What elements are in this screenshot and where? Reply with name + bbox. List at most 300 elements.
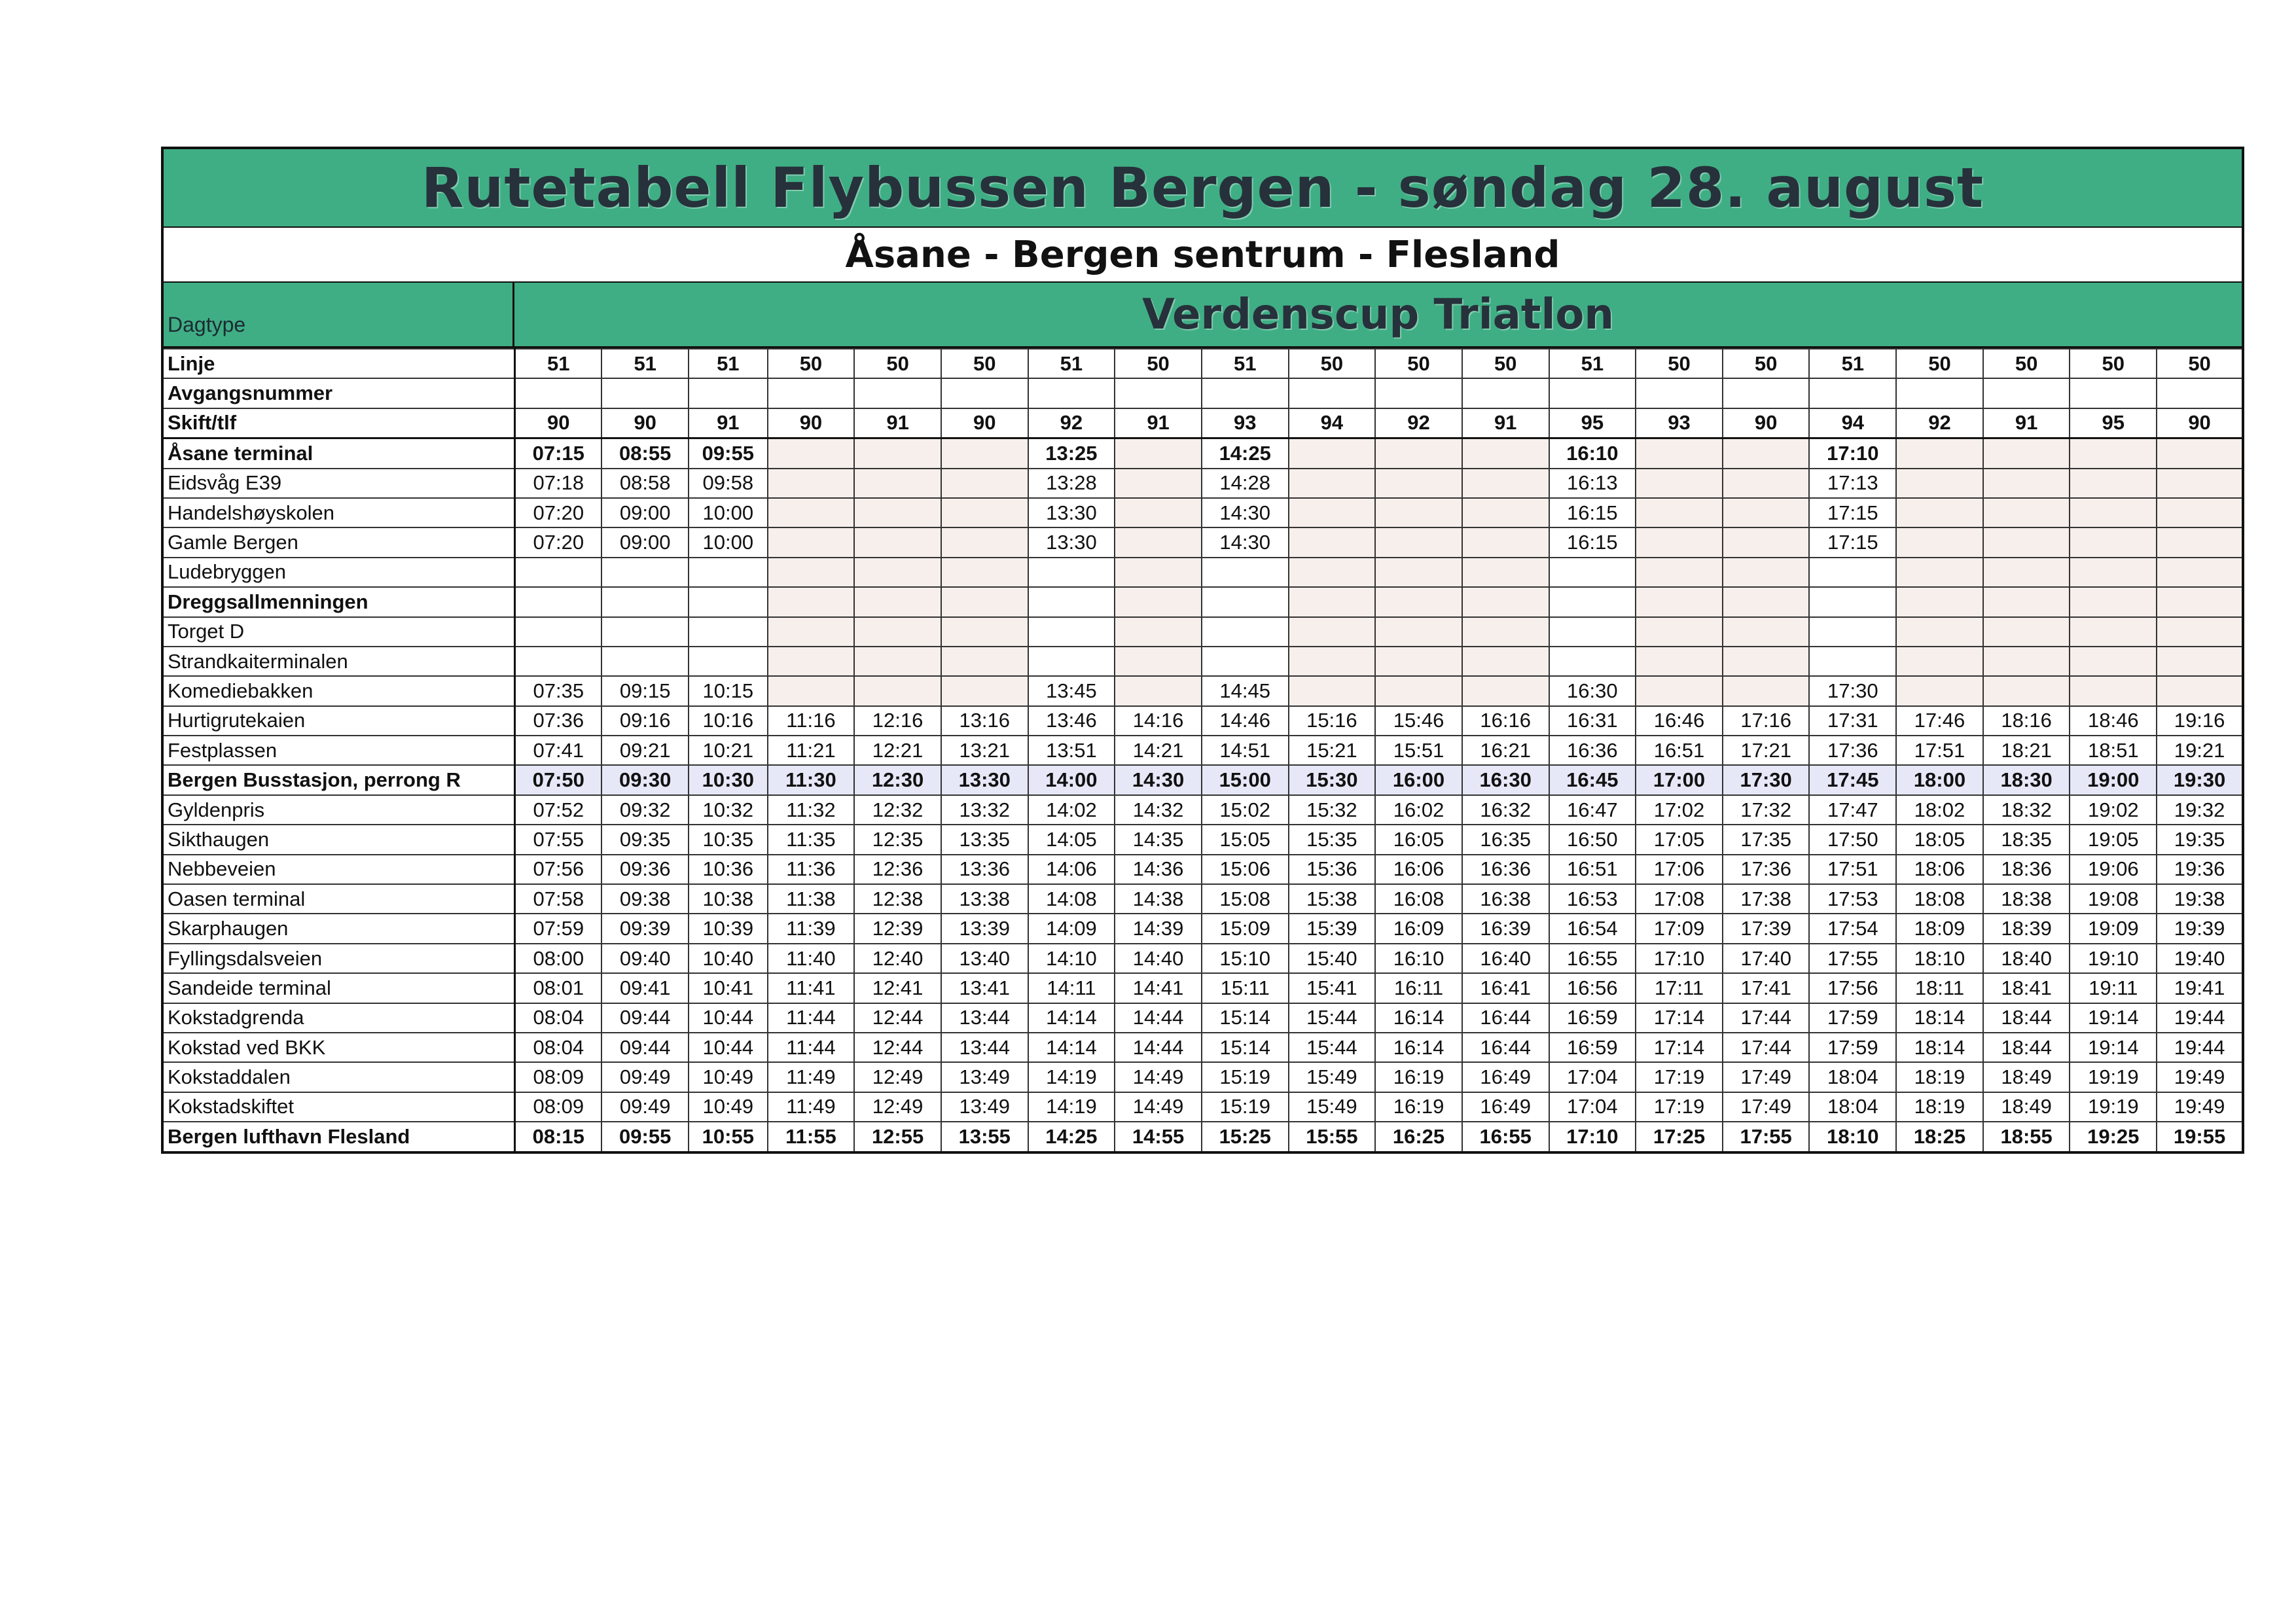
departure-time: 17:02 — [1636, 795, 1723, 825]
departure-time: 16:02 — [1375, 795, 1462, 825]
departure-time — [1462, 498, 1549, 527]
departure-time — [1289, 647, 1376, 676]
departure-time: 10:32 — [689, 795, 768, 825]
departure-time: 18:19 — [1896, 1062, 1983, 1092]
departure-time — [1896, 498, 1983, 527]
departure-time: 19:30 — [2157, 765, 2243, 794]
departure-time: 09:55 — [601, 1122, 689, 1152]
departure-time — [689, 558, 768, 587]
header-value — [1636, 378, 1723, 408]
departure-time: 17:55 — [1723, 1122, 1810, 1152]
header-value: 51 — [689, 349, 768, 378]
departure-time — [941, 676, 1028, 705]
header-value: 90 — [2157, 408, 2243, 438]
departure-time: 12:35 — [854, 825, 941, 854]
departure-time — [1983, 558, 2070, 587]
departure-time: 13:25 — [1028, 438, 1115, 469]
header-value — [1028, 378, 1115, 408]
departure-time — [1896, 558, 1983, 587]
departure-time — [854, 676, 941, 705]
departure-time: 13:41 — [941, 973, 1028, 1003]
departure-time — [1723, 527, 1810, 557]
departure-time: 19:00 — [2070, 765, 2157, 794]
departure-time: 09:00 — [601, 527, 689, 557]
header-label: Linje — [162, 349, 515, 378]
departure-time — [2070, 527, 2157, 557]
departure-time — [1896, 587, 1983, 616]
departure-time: 07:35 — [515, 676, 602, 705]
daytype-banner — [161, 283, 2244, 348]
departure-time: 09:44 — [601, 1033, 689, 1062]
departure-time: 07:15 — [515, 438, 602, 469]
departure-time: 16:55 — [1549, 944, 1636, 973]
departure-time: 18:10 — [1809, 1122, 1896, 1152]
departure-time: 16:21 — [1462, 736, 1549, 765]
departure-time — [1723, 558, 1810, 587]
departure-time: 19:14 — [2070, 1033, 2157, 1062]
departure-time — [1375, 647, 1462, 676]
departure-time: 11:41 — [768, 973, 855, 1003]
header-value — [1375, 378, 1462, 408]
departure-time: 13:44 — [941, 1033, 1028, 1062]
departure-time: 16:30 — [1549, 676, 1636, 705]
departure-time — [1115, 617, 1202, 647]
departure-time: 18:44 — [1983, 1033, 2070, 1062]
departure-time: 17:04 — [1549, 1062, 1636, 1092]
departure-time: 16:54 — [1549, 914, 1636, 943]
header-value — [941, 378, 1028, 408]
route-title: Åsane - Bergen sentrum - Flesland — [845, 233, 1560, 276]
departure-time: 08:04 — [515, 1003, 602, 1033]
departure-time: 11:30 — [768, 765, 855, 794]
departure-time: 17:44 — [1723, 1033, 1810, 1062]
departure-time: 14:36 — [1115, 855, 1202, 884]
departure-time — [2157, 438, 2243, 469]
departure-time — [1202, 647, 1289, 676]
departure-time: 10:55 — [689, 1122, 768, 1152]
departure-time: 13:40 — [941, 944, 1028, 973]
header-value: 91 — [1462, 408, 1549, 438]
departure-time — [1636, 558, 1723, 587]
departure-time — [1636, 587, 1723, 616]
departure-time — [2070, 469, 2157, 498]
departure-time: 19:05 — [2070, 825, 2157, 854]
departure-time: 10:21 — [689, 736, 768, 765]
header-value: 51 — [515, 349, 602, 378]
departure-time — [1289, 558, 1376, 587]
departure-time: 07:55 — [515, 825, 602, 854]
departure-time: 18:51 — [2070, 736, 2157, 765]
stop-row — [162, 676, 2243, 705]
departure-time: 18:19 — [1896, 1092, 1983, 1122]
departure-time: 09:35 — [601, 825, 689, 854]
stop-name: Oasen terminal — [162, 884, 515, 914]
header-value — [2157, 378, 2243, 408]
departure-time — [941, 498, 1028, 527]
departure-time: 19:36 — [2157, 855, 2243, 884]
departure-time: 18:44 — [1983, 1003, 2070, 1033]
departure-time: 17:53 — [1809, 884, 1896, 914]
departure-time: 14:11 — [1028, 973, 1115, 1003]
header-value: 51 — [1809, 349, 1896, 378]
departure-time: 07:50 — [515, 765, 602, 794]
stop-name: Ludebryggen — [162, 558, 515, 587]
departure-time — [1028, 558, 1115, 587]
header-value: 50 — [854, 349, 941, 378]
departure-time: 19:06 — [2070, 855, 2157, 884]
departure-time: 10:40 — [689, 944, 768, 973]
departure-time — [1983, 617, 2070, 647]
departure-time — [1983, 647, 2070, 676]
departure-time: 12:49 — [854, 1092, 941, 1122]
departure-time: 15:55 — [1289, 1122, 1376, 1152]
departure-time: 10:38 — [689, 884, 768, 914]
departure-time: 14:21 — [1115, 736, 1202, 765]
departure-time: 16:16 — [1462, 706, 1549, 736]
departure-time: 10:15 — [689, 676, 768, 705]
stop-name: Hurtigrutekaien — [162, 706, 515, 736]
header-value: 50 — [2157, 349, 2243, 378]
departure-time: 11:44 — [768, 1003, 855, 1033]
departure-time: 16:00 — [1375, 765, 1462, 794]
departure-time: 13:49 — [941, 1092, 1028, 1122]
stop-row — [162, 1122, 2243, 1152]
departure-time: 13:28 — [1028, 469, 1115, 498]
departure-time: 17:09 — [1636, 914, 1723, 943]
stop-name: Kokstad ved BKK — [162, 1033, 515, 1062]
header-value: 51 — [1028, 349, 1115, 378]
stop-row — [162, 527, 2243, 557]
header-value: 91 — [689, 408, 768, 438]
departure-time: 19:44 — [2157, 1033, 2243, 1062]
departure-time: 18:04 — [1809, 1092, 1896, 1122]
departure-time: 16:08 — [1375, 884, 1462, 914]
departure-time: 17:39 — [1723, 914, 1810, 943]
departure-time: 15:14 — [1202, 1033, 1289, 1062]
departure-time: 07:58 — [515, 884, 602, 914]
departure-time — [1723, 469, 1810, 498]
header-value — [854, 378, 941, 408]
departure-time: 16:53 — [1549, 884, 1636, 914]
departure-time: 09:32 — [601, 795, 689, 825]
departure-time: 15:46 — [1375, 706, 1462, 736]
departure-time: 15:09 — [1202, 914, 1289, 943]
departure-time: 17:04 — [1549, 1092, 1636, 1122]
departure-time: 11:39 — [768, 914, 855, 943]
header-value — [2070, 378, 2157, 408]
departure-time: 07:36 — [515, 706, 602, 736]
departure-time: 09:44 — [601, 1003, 689, 1033]
departure-time: 18:06 — [1896, 855, 1983, 884]
header-row — [162, 378, 2243, 408]
departure-time: 16:13 — [1549, 469, 1636, 498]
departure-time: 10:00 — [689, 527, 768, 557]
departure-time: 17:41 — [1723, 973, 1810, 1003]
departure-time: 14:40 — [1115, 944, 1202, 973]
departure-time: 10:30 — [689, 765, 768, 794]
stop-name: Gamle Bergen — [162, 527, 515, 557]
departure-time: 15:41 — [1289, 973, 1376, 1003]
departure-time: 08:09 — [515, 1062, 602, 1092]
header-value: 51 — [1202, 349, 1289, 378]
departure-time: 15:02 — [1202, 795, 1289, 825]
departure-time: 09:36 — [601, 855, 689, 884]
departure-time — [1375, 438, 1462, 469]
departure-time — [768, 558, 855, 587]
departure-time: 16:44 — [1462, 1003, 1549, 1033]
departure-time — [1636, 676, 1723, 705]
departure-time: 17:59 — [1809, 1003, 1896, 1033]
departure-time: 17:00 — [1636, 765, 1723, 794]
departure-time: 16:51 — [1549, 855, 1636, 884]
departure-time — [1723, 617, 1810, 647]
departure-time: 16:55 — [1462, 1122, 1549, 1152]
header-value: 94 — [1809, 408, 1896, 438]
departure-time: 17:08 — [1636, 884, 1723, 914]
departure-time — [768, 469, 855, 498]
departure-time — [1636, 498, 1723, 527]
header-value — [601, 378, 689, 408]
header-label: Avgangsnummer — [162, 378, 515, 408]
departure-time: 13:21 — [941, 736, 1028, 765]
departure-time: 16:30 — [1462, 765, 1549, 794]
departure-time — [1809, 617, 1896, 647]
departure-time: 12:40 — [854, 944, 941, 973]
departure-time: 17:13 — [1809, 469, 1896, 498]
header-label: Skift/tlf — [162, 408, 515, 438]
departure-time: 16:47 — [1549, 795, 1636, 825]
departure-time: 16:19 — [1375, 1092, 1462, 1122]
header-value — [689, 378, 768, 408]
header-value: 50 — [1896, 349, 1983, 378]
header-row — [162, 349, 2243, 378]
departure-time: 18:39 — [1983, 914, 2070, 943]
header-value: 50 — [1289, 349, 1376, 378]
stop-name: Festplassen — [162, 736, 515, 765]
departure-time — [1462, 617, 1549, 647]
departure-time — [1375, 498, 1462, 527]
header-value: 50 — [1983, 349, 2070, 378]
departure-time: 19:08 — [2070, 884, 2157, 914]
departure-time: 17:51 — [1809, 855, 1896, 884]
departure-time — [1115, 527, 1202, 557]
header-value: 50 — [1115, 349, 1202, 378]
departure-time: 16:15 — [1549, 527, 1636, 557]
departure-time: 13:30 — [1028, 498, 1115, 527]
departure-time: 12:32 — [854, 795, 941, 825]
departure-time: 13:35 — [941, 825, 1028, 854]
departure-time: 13:46 — [1028, 706, 1115, 736]
departure-time — [1375, 587, 1462, 616]
departure-time: 18:49 — [1983, 1092, 2070, 1122]
departure-time: 18:10 — [1896, 944, 1983, 973]
departure-time: 17:19 — [1636, 1092, 1723, 1122]
header-value — [1896, 378, 1983, 408]
departure-time — [1723, 498, 1810, 527]
departure-time: 16:49 — [1462, 1092, 1549, 1122]
departure-time: 17:06 — [1636, 855, 1723, 884]
departure-time: 18:11 — [1896, 973, 1983, 1003]
departure-time — [1462, 587, 1549, 616]
departure-time: 14:30 — [1115, 765, 1202, 794]
departure-time: 14:49 — [1115, 1092, 1202, 1122]
departure-time: 17:10 — [1809, 438, 1896, 469]
departure-time — [1202, 587, 1289, 616]
departure-time: 19:10 — [2070, 944, 2157, 973]
departure-time: 16:36 — [1462, 855, 1549, 884]
header-value: 50 — [1636, 349, 1723, 378]
departure-time: 16:49 — [1462, 1062, 1549, 1092]
departure-time: 14:30 — [1202, 527, 1289, 557]
departure-time: 15:40 — [1289, 944, 1376, 973]
departure-time: 17:15 — [1809, 527, 1896, 557]
departure-time — [1983, 469, 2070, 498]
departure-time: 12:36 — [854, 855, 941, 884]
departure-time — [1896, 438, 1983, 469]
departure-time: 16:45 — [1549, 765, 1636, 794]
departure-time — [1983, 527, 2070, 557]
departure-time — [2157, 676, 2243, 705]
departure-time: 14:55 — [1115, 1122, 1202, 1152]
departure-time: 15:30 — [1289, 765, 1376, 794]
departure-time — [768, 587, 855, 616]
departure-time — [2157, 558, 2243, 587]
header-value — [1289, 378, 1376, 408]
departure-time: 09:15 — [601, 676, 689, 705]
header-value — [515, 378, 602, 408]
departure-time: 18:09 — [1896, 914, 1983, 943]
departure-time: 10:44 — [689, 1003, 768, 1033]
timetable-sheet — [161, 147, 2244, 1154]
departure-time: 15:19 — [1202, 1062, 1289, 1092]
departure-time: 17:51 — [1896, 736, 1983, 765]
daytype-label: Dagtype — [164, 283, 514, 346]
departure-time: 16:59 — [1549, 1033, 1636, 1062]
departure-time: 19:09 — [2070, 914, 2157, 943]
departure-time: 07:20 — [515, 527, 602, 557]
departure-time — [1115, 676, 1202, 705]
departure-time: 14:46 — [1202, 706, 1289, 736]
header-value: 50 — [1375, 349, 1462, 378]
departure-time: 19:21 — [2157, 736, 2243, 765]
header-value — [1983, 378, 2070, 408]
departure-time: 10:35 — [689, 825, 768, 854]
departure-time — [1115, 498, 1202, 527]
header-value: 91 — [1115, 408, 1202, 438]
header-value: 90 — [601, 408, 689, 438]
departure-time: 15:16 — [1289, 706, 1376, 736]
departure-time: 14:16 — [1115, 706, 1202, 736]
departure-time: 18:16 — [1983, 706, 2070, 736]
departure-time: 15:11 — [1202, 973, 1289, 1003]
departure-time: 14:14 — [1028, 1033, 1115, 1062]
departure-time — [2070, 676, 2157, 705]
departure-time: 16:11 — [1375, 973, 1462, 1003]
stop-name: Skarphaugen — [162, 914, 515, 943]
header-value: 91 — [1983, 408, 2070, 438]
stop-name: Gyldenpris — [162, 795, 515, 825]
departure-time: 18:36 — [1983, 855, 2070, 884]
departure-time — [854, 558, 941, 587]
departure-time: 17:05 — [1636, 825, 1723, 854]
header-value: 91 — [854, 408, 941, 438]
departure-time: 16:25 — [1375, 1122, 1462, 1152]
departure-time: 14:41 — [1115, 973, 1202, 1003]
departure-time: 16:15 — [1549, 498, 1636, 527]
departure-time: 17:30 — [1809, 676, 1896, 705]
departure-time — [1115, 587, 1202, 616]
departure-time — [1462, 438, 1549, 469]
stop-name: Sandeide terminal — [162, 973, 515, 1003]
departure-time: 14:25 — [1028, 1122, 1115, 1152]
departure-time: 13:30 — [1028, 527, 1115, 557]
header-value: 50 — [768, 349, 855, 378]
departure-time: 11:49 — [768, 1092, 855, 1122]
departure-time: 11:36 — [768, 855, 855, 884]
departure-time: 13:51 — [1028, 736, 1115, 765]
departure-time — [854, 438, 941, 469]
header-value: 50 — [2070, 349, 2157, 378]
departure-time: 18:40 — [1983, 944, 2070, 973]
departure-time: 16:31 — [1549, 706, 1636, 736]
departure-time: 17:11 — [1636, 973, 1723, 1003]
departure-time: 15:44 — [1289, 1033, 1376, 1062]
departure-time: 15:25 — [1202, 1122, 1289, 1152]
departure-time: 14:05 — [1028, 825, 1115, 854]
departure-time: 18:08 — [1896, 884, 1983, 914]
departure-time: 09:55 — [689, 438, 768, 469]
departure-time: 19:49 — [2157, 1062, 2243, 1092]
departure-time: 12:41 — [854, 973, 941, 1003]
stop-row — [162, 736, 2243, 765]
departure-time: 11:49 — [768, 1062, 855, 1092]
departure-time: 17:40 — [1723, 944, 1810, 973]
departure-time: 14:38 — [1115, 884, 1202, 914]
stop-name: Handelshøyskolen — [162, 498, 515, 527]
departure-time: 08:58 — [601, 469, 689, 498]
departure-time — [1636, 469, 1723, 498]
departure-time: 17:25 — [1636, 1122, 1723, 1152]
departure-time: 18:05 — [1896, 825, 1983, 854]
stop-row — [162, 1062, 2243, 1092]
departure-time — [1549, 587, 1636, 616]
departure-time: 17:10 — [1636, 944, 1723, 973]
departure-time — [1896, 469, 1983, 498]
departure-time — [2070, 617, 2157, 647]
departure-time: 15:00 — [1202, 765, 1289, 794]
departure-time: 09:21 — [601, 736, 689, 765]
departure-time: 17:38 — [1723, 884, 1810, 914]
stop-row — [162, 617, 2243, 647]
departure-time: 19:39 — [2157, 914, 2243, 943]
departure-time: 18:32 — [1983, 795, 2070, 825]
departure-time: 15:05 — [1202, 825, 1289, 854]
departure-time — [1549, 558, 1636, 587]
departure-time — [1809, 558, 1896, 587]
departure-time: 12:44 — [854, 1003, 941, 1033]
departure-time: 09:30 — [601, 765, 689, 794]
header-value: 94 — [1289, 408, 1376, 438]
departure-time: 10:41 — [689, 973, 768, 1003]
departure-time — [1375, 676, 1462, 705]
stop-name: Kokstadgrenda — [162, 1003, 515, 1033]
departure-time: 14:39 — [1115, 914, 1202, 943]
departure-time — [941, 587, 1028, 616]
departure-time — [689, 587, 768, 616]
departure-time — [2070, 438, 2157, 469]
departure-time: 19:25 — [2070, 1122, 2157, 1152]
departure-time: 17:44 — [1723, 1003, 1810, 1033]
